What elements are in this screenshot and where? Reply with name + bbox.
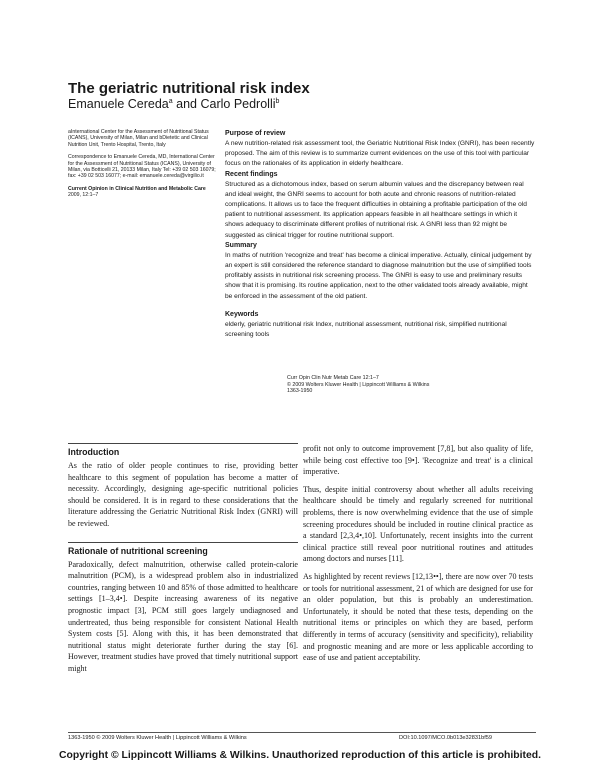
- introduction-heading: Introduction: [68, 443, 298, 458]
- affiliations-column: [68, 129, 218, 205]
- keywords-heading: Keywords: [225, 310, 259, 318]
- rationale-text: Paradoxically, defect malnutrition, otherwise called protein-calorie malnutrition (PCM), is a widespread problem also in industrialized countries, ranging between 10 and 85% of those admitted to healthcare settings [1–3,4•]. Despite increasing awareness of its negative prognostic impact [3], PCM still goes largely undiagnosed and undertreated, thus being responsible for consistent National Health System costs [5]. Along with this, it has been demonstrated that nutritional status might deteriorate further during the stay [6]. However, treatment studies have proved that timely nutritional support might: [68, 559, 298, 673]
- article-authors: [68, 97, 279, 111]
- author-affil-a: a: [168, 97, 173, 105]
- purpose-text: A new nutrition-related risk assessment tool, the Geriatric Nutritional Risk Index (GNRI), has been recently proposed. The aim of this review is to summarize current evidences on the use of this tool with particular focus on the rationales of its application in elderly healthcare.: [225, 140, 535, 168]
- correspondence-text: Correspondence to Emanuele Cereda, MD, International Center for the Assessment of Nutritional Status (ICANS), University of Milan, via Botticelli 21, 20133 Milan, Italy Tel: +39 02 503 16079; fax: +39 02 503 16077; e-mail: emanuele.cereda@virgilio.it: [68, 154, 216, 180]
- author-affil-b: b: [275, 97, 280, 105]
- body-paragraph-3: As highlighted by recent reviews [12,13••], there are now over 70 tests or tools for nutritional assessment, 21 of which are designed for use for an older population, but this is probably an underestimation. Unfortunately, it should be noted that these tests, depending on the nutritional items or principles on which they are based, perform differently in terms of accuracy (sensitivity and specificity), reliability and prognostic meaning and are more or less applicable according to ease of use and patient acceptability.: [303, 571, 533, 663]
- footer-divider: [68, 732, 536, 733]
- abstract: [225, 129, 535, 340]
- citation-block: [287, 375, 429, 395]
- body-paragraph-2: Thus, despite initial controversy about whether all adults receiving healthcare should be timely and regularly screened for nutritional problems, there is now overwhelming evidence that the use of simple screening procedures should be included in routine clinical practice as a standard [2,3,4•,10]. Unfortunately, recent insights into the current clinical practice still reveal poor nutritional routines and attitudes among doctors and nurses [11].: [303, 484, 533, 564]
- footer-issn: 1363-1950 © 2009 Wolters Kluwer Health | Lippincott Williams & Wilkins: [68, 735, 247, 741]
- purpose-heading: Purpose of review: [225, 130, 286, 137]
- body-paragraph-1: profit not only to outcome improvement [7,8], but also quality of life, while being cost effective too [9•]. 'Recognize and treat' is a clinical imperative.: [303, 444, 533, 477]
- journal-reference: [68, 186, 218, 199]
- affiliation-text: aInternational Center for the Assessment of Nutritional Status (ICANS), University of Milan, Milan and bDietetic and Clinical Nutrition Unit, Trento Hospital, Trento, Italy: [68, 129, 209, 148]
- findings-heading: Recent findings: [225, 170, 278, 178]
- body-column-left: [68, 443, 298, 681]
- body-column-right: [303, 443, 533, 670]
- footer-doi: DOI:10.1097/MCO.0b013e32831bf59: [399, 735, 492, 741]
- article-title: The geriatric nutritional risk index: [68, 80, 310, 97]
- journal-name: Current Opinion in Clinical Nutrition and Metabolic Care: [68, 185, 206, 192]
- rationale-heading: Rationale of nutritional screening: [68, 542, 298, 557]
- findings-text: Structured as a dichotomous index, based on serum albumin values and the discrepancy between real and ideal weight, the GNRI seems to account for both acute and chronic reasons of nutrition-related complications. It allows us to face the frequent difficulties in obtaining a profitable participation of the old patient to nutritional assessment. Its application appears feasible in all healthcare settings in which it shows adequacy to discriminate different profiles of nutritional risk. A GNRI less than 92 might be suggested as clinical trigger for routine nutritional support.: [225, 180, 527, 239]
- introduction-text: As the ratio of older people continues to rise, providing better healthcare to this segment of population has become a matter of necessity. Accordingly, designing age-specific nutritional policies should be considered. It is in regard to these considerations that the literature addressing the Geriatric Nutritional Risk Index (GNRI) will be reviewed.: [68, 461, 298, 528]
- summary-heading: Summary: [225, 241, 257, 249]
- author-cereda: Emanuele Cereda: [68, 97, 169, 111]
- keywords-text: elderly, geriatric nutritional risk Index, nutritional assessment, nutritional risk, simplified nutritional screening tools: [225, 320, 507, 339]
- citation-line-3: 1363-1950: [287, 388, 313, 395]
- summary-text: In maths of nutrition 'recognize and treat' has become a clinical imperative. Actually, clinical judgement by an expert is still considered the reference standard to diagnose malnutrition but the use of simplified tools profitably assists in nutritional risk screening process. The GNRI is easy to use and preliminary results show that it is promising. Its routine application, next to the other validated tools already available, might be enforced in the assessment of the old patient.: [225, 251, 532, 300]
- citation-line-1: Curr Opin Clin Nutr Metab Care 12:1–7: [287, 375, 379, 381]
- author-pedrolli: and Carlo Pedrolli: [172, 97, 276, 111]
- citation-line-2: © 2009 Wolters Kluwer Health | Lippincott Williams & Wilkins: [287, 381, 430, 388]
- copyright-notice: Copyright © Lippincott Williams & Wilkins. Unauthorized reproduction of this article is prohibited.: [59, 750, 541, 761]
- journal-volume: 2009, 12:1–7: [68, 192, 99, 199]
